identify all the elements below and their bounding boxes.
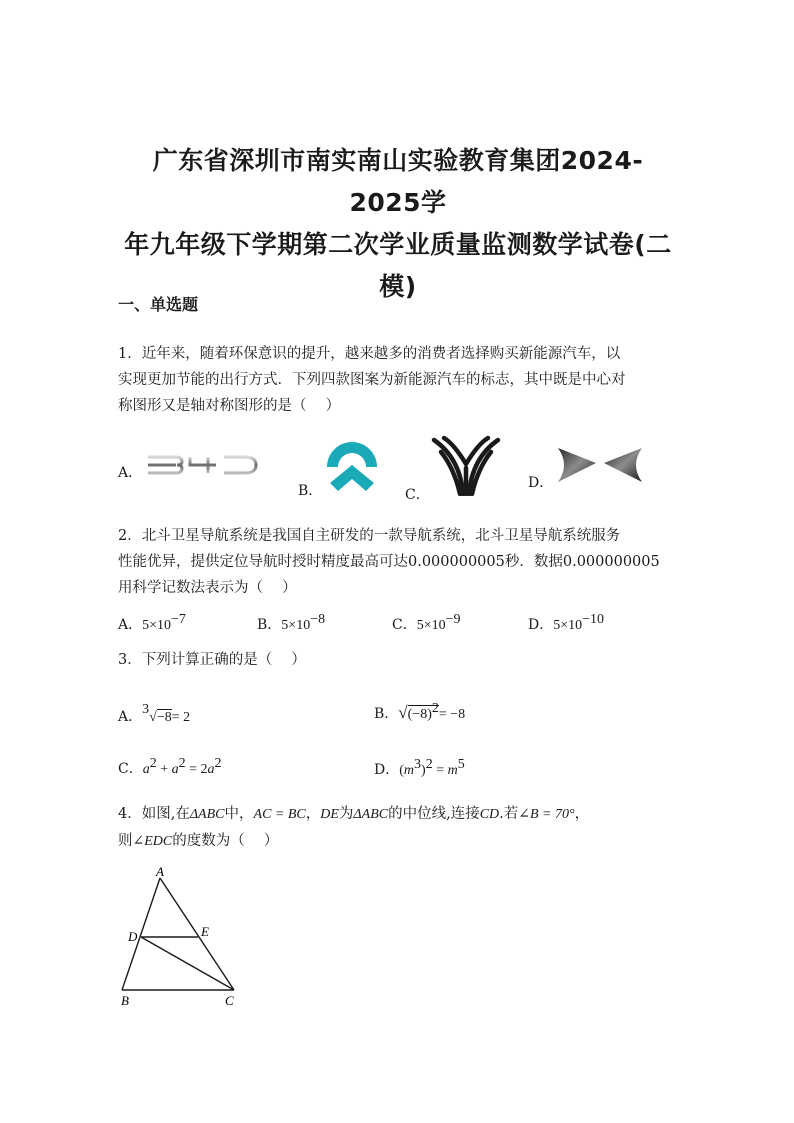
question-4 [118,801,688,855]
vertex-label-d: D [128,929,138,944]
q4-line-1: 4．如图,在ΔABC中，AC = BC，DE为ΔABC的中位线,连接CD.若∠B = 70°， [118,806,590,822]
question-2 [118,523,676,601]
byd-logo-icon [146,454,260,476]
segment-dc [141,937,234,990]
q1-line-1: 1．近年来，随着环保意识的提升，越来越多的消费者选择购买新能源汽车，以 [118,346,621,362]
radical-sign-icon: √ [149,710,157,725]
x-logo-icon [556,446,644,484]
segment-ac [160,878,234,990]
radical-sign-icon: √ [398,703,408,722]
question-3: 3．下列计算正确的是（ ） [118,652,306,668]
q2-line-1: 2．北斗卫星导航系统是我国自主研发的一款导航系统，北斗卫星导航系统服务 [118,528,621,544]
teal-arc-logo-icon [322,437,382,495]
q2-option-b: B．$5\times 10^{-8}$ [257,612,326,633]
q3-option-c: C．$a^2 + a^2 = 2a^2$ [118,756,222,777]
vertex-label-e: E [201,924,209,939]
q1-option-a-label: A． [118,465,143,481]
section-heading: 一、单选题 [118,295,199,314]
exam-title [118,140,678,308]
vertex-label-c: C [225,993,234,1008]
q1-line-2: 实现更加节能的出行方式．下列四款图案为新能源汽车的标志，其中既是中心对 [118,372,626,388]
q2-option-c: C．$5\times 10^{-9}$ [392,612,461,633]
title-line-1: 广东省深圳市南实南山实验教育集团2024-2025学 [152,146,644,217]
vertex-label-a: A [156,866,164,879]
q3-option-a: A．$^3$√−8= 2 [118,702,191,725]
q1-option-d-label: D． [528,475,554,491]
q1-option-c-label: C． [405,487,430,503]
vertex-label-b: B [121,993,129,1008]
q2-option-a: A．$5\times 10^{-7}$ [118,612,186,633]
question-1 [118,341,676,419]
q2-option-d: D．$5\times 10^{-10}$ [528,612,605,633]
q3-option-d: D．$(m^3)^2 = m^5$ [374,757,465,778]
q2-line-2: 性能优异，提供定位导航时授时精度最高可达0.000000005秒．数据0.000000005 [118,554,660,570]
q1-option-b-label: B． [298,483,323,499]
q1-line-3: 称图形又是轴对称图形的是（ ） [118,398,341,414]
q4-line-2: 则∠EDC的度数为（ ） [118,833,279,849]
q2-line-3: 用科学记数法表示为（ ） [118,580,297,596]
title-line-2: 年九年级下学期第二次学业质量监测数学试卷(二模) [124,230,672,301]
q3-option-b: B．$√(-8)^2= -8$ [374,701,466,722]
triangle-figure [110,866,250,1008]
arch-logo-icon [430,434,502,496]
